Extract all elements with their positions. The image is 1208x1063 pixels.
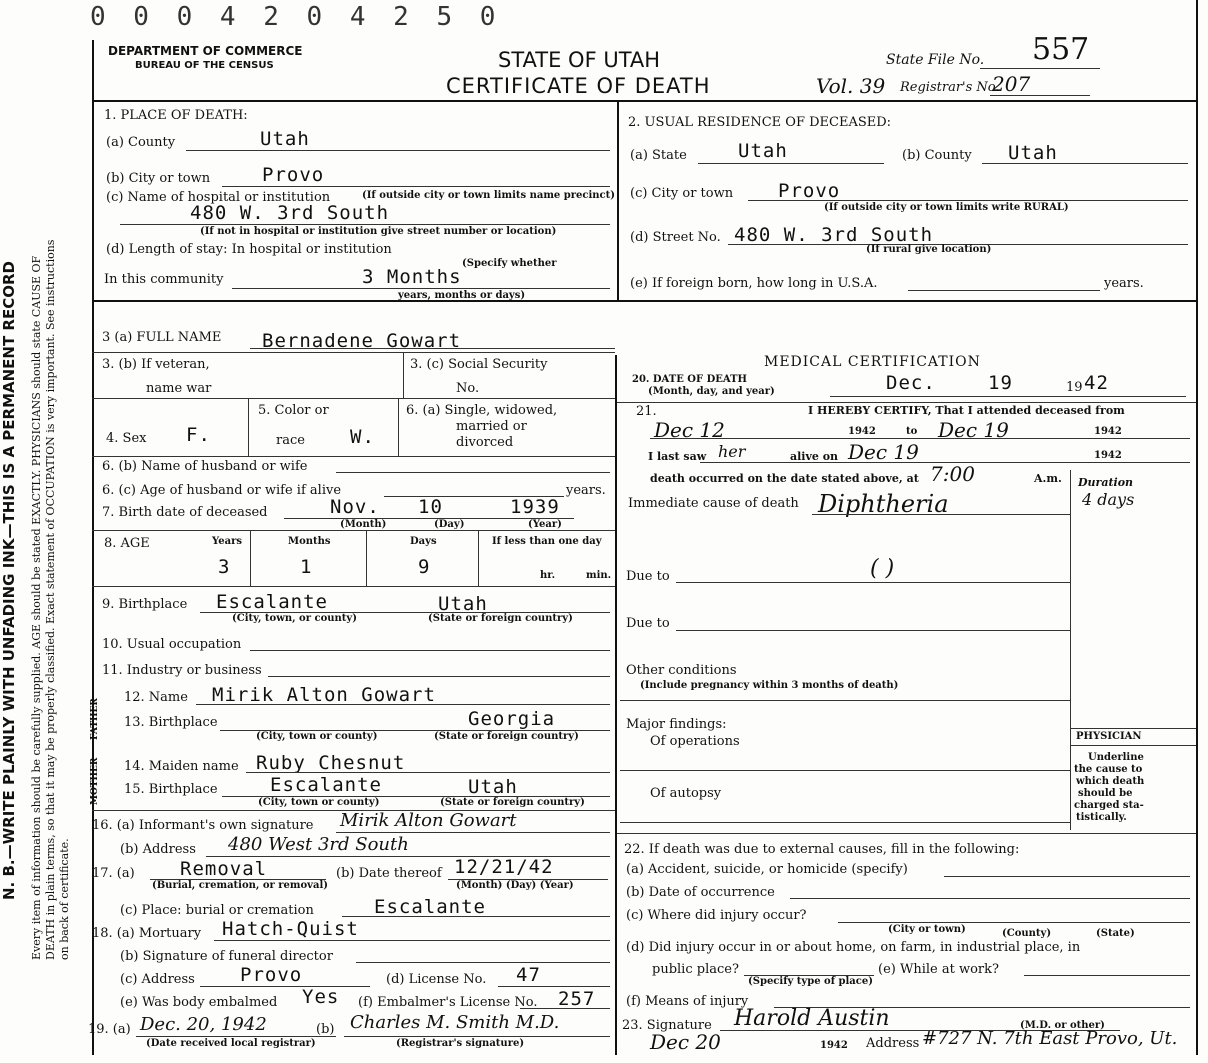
margin-note-2: DEATH in plain terms, so that it may be properly classified. Exact statement of OCCUPATION is very important. See instructions xyxy=(44,239,57,960)
rule-name xyxy=(92,352,615,353)
other-note: (Include pregnancy within 3 months of death) xyxy=(640,680,899,691)
race-label: race xyxy=(276,433,305,448)
death-year: 42 xyxy=(1084,372,1109,394)
serial-number: 0 0 0 4 2 0 4 2 5 0 xyxy=(90,2,502,32)
birth-month: Nov. xyxy=(330,496,380,518)
right-border xyxy=(1196,0,1198,1055)
res-state-label: (a) State xyxy=(630,148,687,163)
months-label: Months xyxy=(288,536,331,547)
birth-year: 1939 xyxy=(510,496,560,518)
physician-signature: Harold Austin xyxy=(734,1006,890,1031)
death-date-line xyxy=(830,396,1186,397)
county-note: (County) xyxy=(1002,928,1052,939)
cause-value: Diphtheria xyxy=(818,490,949,518)
disposition-value: Removal xyxy=(180,858,268,880)
res-city-value: Provo xyxy=(778,180,841,202)
spouse-line xyxy=(336,472,610,473)
bureau-line: BUREAU OF THE CENSUS xyxy=(135,60,274,71)
age-months: 1 xyxy=(300,556,313,578)
other-line xyxy=(620,700,1070,701)
major-label: Major findings: xyxy=(626,717,727,732)
license-line xyxy=(498,986,610,987)
alive-label: alive on xyxy=(790,450,839,463)
mortuary-line xyxy=(214,940,610,941)
due-to-1-line xyxy=(676,582,1070,583)
sig-address: #727 N. 7th East Provo, Ut. xyxy=(922,1028,1178,1049)
res-street-note: (If rural give location) xyxy=(866,244,992,255)
rule-sex xyxy=(92,456,615,457)
birthplace-state: Utah xyxy=(438,593,488,615)
spouse-age-label: 6. (c) Age of husband or wife if alive xyxy=(102,483,342,498)
received-note: (Date received local registrar) xyxy=(146,1038,316,1049)
due-to-2-label: Due to xyxy=(626,616,670,631)
color-label: 5. Color or xyxy=(258,403,329,418)
duration-value: 4 days xyxy=(1082,490,1135,509)
center-divider-top xyxy=(617,100,619,300)
father-side-label: FATHER xyxy=(90,698,100,740)
physician-label: PHYSICIAN xyxy=(1076,731,1142,742)
operations-label: Of operations xyxy=(650,734,740,749)
physician-note-5: charged sta- xyxy=(1074,800,1144,811)
days-label: Days xyxy=(410,536,437,547)
last-saw-label: I last saw xyxy=(648,450,707,463)
birthplace-label: 9. Birthplace xyxy=(102,597,188,612)
state-file-label: State File No. xyxy=(886,52,985,68)
to-label: to xyxy=(906,426,918,437)
death-year-prefix: 19 xyxy=(1066,380,1083,395)
county-label: (a) County xyxy=(106,135,176,150)
received-value: Dec. 20, 1942 xyxy=(140,1014,267,1035)
mother-side-label: MOTHER xyxy=(90,757,100,805)
death-time: 7:00 xyxy=(930,462,975,486)
full-name-label: 3 (a) FULL NAME xyxy=(102,330,222,345)
address2-line xyxy=(200,986,370,987)
state-note: (State) xyxy=(1096,928,1135,939)
physician-col xyxy=(1070,470,1071,830)
sex-divider xyxy=(248,398,249,456)
physician-rule-2 xyxy=(1070,745,1196,746)
at-work-label: (e) While at work? xyxy=(878,962,999,977)
state-file-line xyxy=(980,68,1100,69)
embalmer-label: (f) Embalmer's License No. xyxy=(358,995,538,1010)
mortuary-value: Hatch-Quist xyxy=(222,918,359,940)
burial-place-line xyxy=(342,916,610,917)
physician-note-4: should be xyxy=(1078,788,1133,799)
informant-address: 480 West 3rd South xyxy=(228,834,409,855)
sex-value: F. xyxy=(186,424,211,446)
physician-note-3: which death xyxy=(1076,776,1145,787)
county-value: Utah xyxy=(260,128,310,150)
operations-line xyxy=(620,770,1070,771)
margin-note-1: Every item of information should be carefully supplied. AGE should be stated EXACTLY. PHYSICIANS should state CAUSE OF xyxy=(30,255,43,960)
city-line xyxy=(222,186,610,187)
residence-heading: 2. USUAL RESIDENCE OF DECEASED: xyxy=(628,115,892,130)
mother-bp-label: 15. Birthplace xyxy=(124,782,218,797)
spouse-label: 6. (b) Name of husband or wife xyxy=(102,459,308,474)
father-city-note: (City, town or county) xyxy=(256,731,378,742)
registrar-sig-line xyxy=(344,1036,610,1037)
burial-place: Escalante xyxy=(374,896,486,918)
occurred-label: death occurred on the date stated above, at xyxy=(650,472,919,485)
mother-bp-state: Utah xyxy=(468,776,518,798)
hr-label: hr. xyxy=(540,570,556,581)
specify-note: (Specify whether xyxy=(462,258,557,269)
community-value: 3 Months xyxy=(362,266,462,288)
last-year: 1942 xyxy=(1094,450,1122,461)
autopsy-line xyxy=(620,822,1070,823)
min-label: min. xyxy=(586,570,612,581)
res-city-line xyxy=(748,200,1188,201)
informant-sig: Mirik Alton Gowart xyxy=(340,810,517,831)
other-label: Other conditions xyxy=(626,663,737,678)
embalmed-value: Yes xyxy=(302,986,340,1008)
rule-external xyxy=(617,833,1196,834)
md-label: (M.D. or other) xyxy=(1020,1020,1105,1031)
res-county-value: Utah xyxy=(1008,142,1058,164)
birthplace-city: Escalante xyxy=(216,591,328,613)
occurrence-line xyxy=(790,898,1190,899)
mother-city-note: (City, town or county) xyxy=(258,797,380,808)
embalmed-label: (e) Was body embalmed xyxy=(120,995,278,1010)
community-line xyxy=(232,288,610,289)
age-divider-3 xyxy=(478,530,479,586)
informant-address-label: (b) Address xyxy=(120,842,196,857)
ampm: A.m. xyxy=(1034,472,1062,485)
hospital-note: (If outside city or town limits name precinct) xyxy=(362,190,615,201)
autopsy-label: Of autopsy xyxy=(650,786,722,801)
death-month: Dec. xyxy=(886,372,936,394)
left-border xyxy=(92,40,94,1055)
maiden-label: 14. Maiden name xyxy=(124,759,239,774)
stay-label: (d) Length of stay: In hospital or institution xyxy=(106,242,392,257)
death-date-label: 20. DATE OF DEATH xyxy=(632,374,747,385)
less-label: If less than one day xyxy=(492,536,602,547)
city-value: Provo xyxy=(262,164,325,186)
birth-day: 10 xyxy=(418,496,443,518)
age-days: 9 xyxy=(418,556,431,578)
physician-note-2: the cause to xyxy=(1074,764,1143,775)
ssn-divider xyxy=(403,352,404,398)
registrar-signature: Charles M. Smith M.D. xyxy=(350,1012,560,1033)
attended-from: Dec 12 xyxy=(654,418,725,442)
signature-label: 23. Signature xyxy=(622,1018,712,1033)
race-divider xyxy=(398,398,399,456)
hospital-note-2: (If not in hospital or institution give street number or location) xyxy=(200,226,557,237)
registrar-number: 207 xyxy=(992,72,1031,96)
license-label: (d) License No. xyxy=(386,972,487,987)
res-county-label: (b) County xyxy=(902,148,972,163)
res-state-value: Utah xyxy=(738,140,788,162)
registrar-sig-label: (b) xyxy=(316,1022,335,1037)
birth-day-note: (Day) xyxy=(434,519,465,530)
certify-text: I HEREBY CERTIFY, That I attended deceased from xyxy=(808,404,1125,417)
ssn-label: 3. (c) Social Security xyxy=(410,357,548,372)
due-to-1-label: Due to xyxy=(626,569,670,584)
director-label: (b) Signature of funeral director xyxy=(120,949,333,964)
maiden-name: Ruby Chesnut xyxy=(256,752,406,774)
specify-place-note: (Specify type of place) xyxy=(748,976,873,987)
place-heading: 1. PLACE OF DEATH: xyxy=(104,108,248,123)
father-name: Mirik Alton Gowart xyxy=(212,684,436,706)
age-years: 3 xyxy=(218,556,231,578)
rule-death-date xyxy=(617,402,1196,403)
father-name-line xyxy=(196,704,610,705)
death-day: 19 xyxy=(988,372,1013,394)
death-date-note: (Month, day, and year) xyxy=(648,386,775,397)
res-street-value: 480 W. 3rd South xyxy=(734,224,934,246)
accident-label: (a) Accident, suicide, or homicide (specify) xyxy=(626,862,908,877)
cause-line xyxy=(812,514,1070,515)
medical-heading: MEDICAL CERTIFICATION xyxy=(764,354,981,370)
attended-line xyxy=(650,438,1190,439)
signature-date: Dec 20 xyxy=(650,1030,721,1054)
embalmer-line xyxy=(520,1008,610,1009)
informant-sig-label: 16. (a) Informant's own signature xyxy=(92,818,314,833)
duration-label: Duration xyxy=(1078,476,1134,489)
due-to-2-line xyxy=(676,630,1070,631)
years-label: Years xyxy=(212,536,243,547)
address2-value: Provo xyxy=(240,964,303,986)
hospital-label: (c) Name of hospital or institution xyxy=(106,190,331,205)
marital-label-2: married or xyxy=(456,419,527,434)
occupation-line xyxy=(250,650,610,651)
physician-note-1: Underline xyxy=(1088,752,1144,763)
marital-label-3: divorced xyxy=(456,435,514,450)
full-name-value: Bernadene Gowart xyxy=(262,330,462,352)
father-state-note: (State or foreign country) xyxy=(434,731,579,742)
res-foreign-line xyxy=(908,290,1100,291)
margin-instruction: N. B.—WRITE PLAINLY WITH UNFADING INK—THIS IS A PERMANENT RECORD xyxy=(0,261,18,900)
res-foreign-label: (e) If foreign born, how long in U.S.A. xyxy=(630,276,878,291)
race-value: W. xyxy=(350,426,375,448)
sex-label: 4. Sex xyxy=(106,431,147,446)
maiden-line xyxy=(246,772,610,773)
where-label: (c) Where did injury occur? xyxy=(626,908,807,923)
due-to-1-value: ( ) xyxy=(870,556,895,581)
physician-note-6: tistically. xyxy=(1076,812,1127,823)
received-label: 19. (a) xyxy=(88,1022,131,1037)
birthplace-city-note: (City, town, or county) xyxy=(232,613,357,624)
rule-veteran xyxy=(92,398,615,399)
state-file-number: 557 xyxy=(1032,32,1090,67)
county-line xyxy=(186,150,610,151)
volume: Vol. 39 xyxy=(816,74,886,98)
center-divider xyxy=(615,355,617,1055)
rule-birthplace xyxy=(92,586,615,587)
spouse-age-years: years. xyxy=(566,483,606,498)
industry-label: 11. Industry or business xyxy=(102,663,262,678)
registrar-sig-note: (Registrar's signature) xyxy=(396,1038,525,1049)
margin-note-3: on back of certificate. xyxy=(58,838,71,960)
last-saw-date: Dec 19 xyxy=(848,440,919,464)
mother-state-note: (State or foreign country) xyxy=(440,797,585,808)
disposition-date-note: (Month) (Day) (Year) xyxy=(456,880,574,891)
full-name-line xyxy=(250,348,615,349)
occupation-label: 10. Usual occupation xyxy=(102,637,242,652)
res-county-line xyxy=(982,163,1188,164)
department-line: DEPARTMENT OF COMMERCE xyxy=(108,44,303,58)
mortuary-label: 18. (a) Mortuary xyxy=(92,926,202,941)
received-line xyxy=(136,1036,336,1037)
city-town-note: (City or town) xyxy=(888,924,966,935)
res-state-line xyxy=(698,163,884,164)
age-label: 8. AGE xyxy=(104,536,150,551)
embalmer-value: 257 xyxy=(558,988,596,1010)
res-city-note: (If outside city or town limits write RURAL) xyxy=(824,202,1069,213)
attended-to: Dec 19 xyxy=(938,418,1009,442)
hospital-line xyxy=(120,224,610,225)
res-street-label: (d) Street No. xyxy=(630,230,721,245)
registrar-label: Registrar's No. xyxy=(900,80,1000,95)
public-label: public place? xyxy=(652,962,739,977)
birth-label: 7. Birth date of deceased xyxy=(102,505,268,520)
where-line xyxy=(838,922,1190,923)
father-bp: Georgia xyxy=(468,708,556,730)
veteran-label: 3. (b) If veteran, xyxy=(102,357,210,372)
top-rule xyxy=(92,100,1196,102)
mother-bp-city: Escalante xyxy=(270,774,382,796)
external-label: 22. If death was due to external causes, fill in the following: xyxy=(624,842,1020,857)
means-label: (f) Means of injury xyxy=(626,994,749,1009)
disposition-note: (Burial, cremation, or removal) xyxy=(152,880,328,891)
res-years-label: years. xyxy=(1104,276,1144,291)
birth-year-note: (Year) xyxy=(528,519,562,530)
sig-address-label: Address xyxy=(866,1036,920,1051)
birth-month-note: (Month) xyxy=(340,519,387,530)
community-label: In this community xyxy=(104,272,224,287)
home-label: (d) Did injury occur in or about home, on farm, in industrial place, in xyxy=(626,940,1081,955)
at-work-line xyxy=(1024,975,1190,976)
disposition-date: 12/21/42 xyxy=(454,856,554,878)
birthplace-state-note: (State or foreign country) xyxy=(428,613,573,624)
age-divider-1 xyxy=(250,530,251,586)
marital-label: 6. (a) Single, widowed, xyxy=(406,403,558,418)
rule-age xyxy=(92,530,615,531)
age-divider-2 xyxy=(366,530,367,586)
occurrence-label: (b) Date of occurrence xyxy=(626,885,775,900)
license-value: 47 xyxy=(516,964,541,986)
burial-place-label: (c) Place: burial or cremation xyxy=(120,903,314,918)
director-line xyxy=(356,962,610,963)
hospital-value: 480 W. 3rd South xyxy=(190,202,390,224)
disposition-label: 17. (a) xyxy=(92,866,135,881)
res-city-label: (c) City or town xyxy=(630,186,734,201)
address2-label: (c) Address xyxy=(120,972,195,987)
state-title: STATE OF UTAH xyxy=(498,48,661,72)
disposition-date-label: (b) Date thereof xyxy=(336,866,442,881)
certificate-title: CERTIFICATE OF DEATH xyxy=(446,74,711,98)
informant-sig-line xyxy=(336,832,610,833)
physician-rule xyxy=(1070,728,1196,729)
cause-label: Immediate cause of death xyxy=(628,496,799,511)
certify-number: 21. xyxy=(636,404,657,419)
from-year: 1942 xyxy=(848,426,876,437)
father-bp-label: 13. Birthplace xyxy=(124,715,218,730)
to-year: 1942 xyxy=(1094,426,1122,437)
last-saw-her: her xyxy=(718,442,746,461)
accident-line xyxy=(944,876,1190,877)
war-label: name war xyxy=(146,381,212,396)
registrar-line xyxy=(990,95,1090,96)
units-note: years, months or days) xyxy=(398,290,526,301)
industry-line xyxy=(268,676,610,677)
ssn-no-label: No. xyxy=(456,381,480,396)
rule-after-residence xyxy=(92,300,1196,302)
signature-year: 1942 xyxy=(820,1040,848,1051)
father-name-label: 12. Name xyxy=(124,690,188,705)
city-label: (b) City or town xyxy=(106,171,211,186)
